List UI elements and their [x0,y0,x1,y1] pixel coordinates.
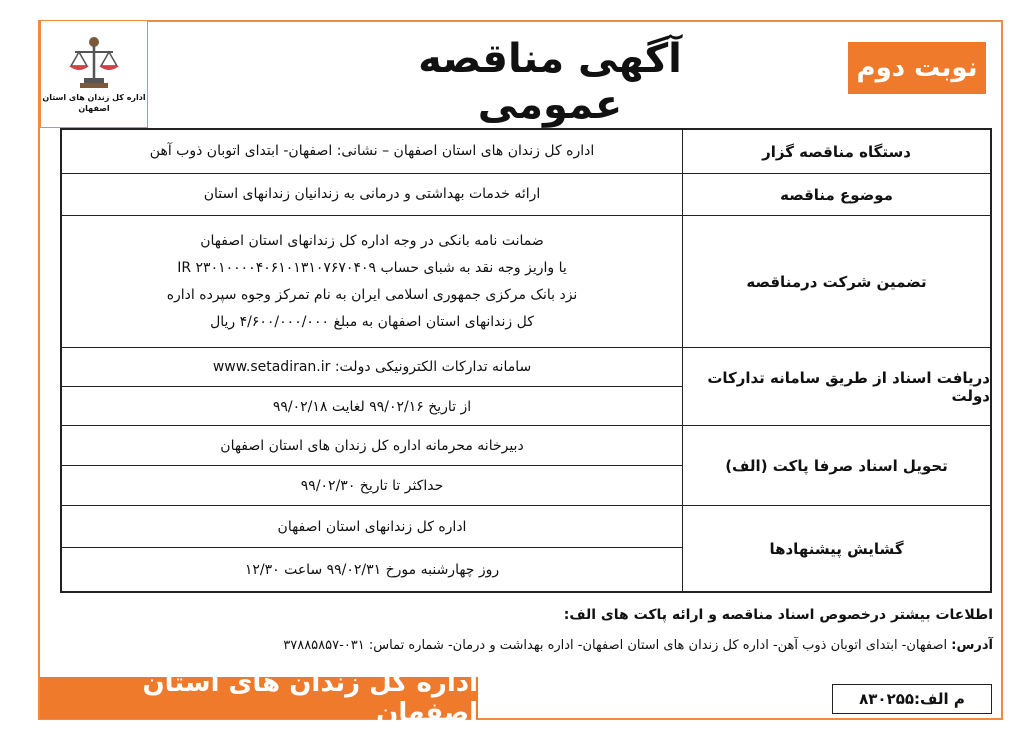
table-row [62,506,990,591]
scales-emblem-icon [67,34,121,92]
row-value: ارائه خدمات بهداشتی و درمانی به زندانیان زندانهای استان [203,186,541,202]
reference-number: م الف:۸۳۰۲۵۵ [832,684,992,714]
row-value-top: دبیرخانه محرمانه اداره کل زندان های استان اصفهان [62,426,682,466]
row-value-top: سامانه تدارکات الکترونیکی دولت: www.setadiran.ir [62,348,682,387]
logo-text: اداره کل زندان های استان اصفهان [42,93,146,113]
tender-table [60,128,992,593]
table-row [62,174,990,216]
round-badge: نوبت دوم [848,42,986,94]
guarantee-line: یا واریز وجه نقد به شبای حساب IR ۲۳۰۱۰۰۰۰۴۰۶۱۰۱۳۱۰۷۶۷۰۴۰۹ [177,259,567,276]
row-label: گشایش پیشنهادها [682,506,990,591]
row-label: موضوع مناقصه [682,174,990,215]
row-label: دستگاه مناقصه گزار [682,130,990,173]
row-value [62,216,682,347]
page-title: آگهی مناقصه عمومی [418,36,682,128]
row-label: تحویل اسناد صرفا پاکت (الف) [682,426,990,505]
row-value-bottom: روز چهارشنبه مورخ ۹۹/۰۲/۳۱ ساعت ۱۲/۳۰ [244,561,500,578]
table-row [62,348,990,426]
address-line [283,638,993,653]
table-row [62,426,990,506]
footer-org: اداره کل زندان های استان اصفهان [40,677,478,719]
table-row [62,216,990,348]
guarantee-line: نزد بانک مرکزی جمهوری اسلامی ایران به نام تمرکز وجوه سپرده اداره [166,286,578,303]
row-value-top: اداره کل زندانهای استان اصفهان [62,506,682,548]
row-label: دریافت اسناد از طریق سامانه تدارکات دولت [682,348,990,425]
row-value-bottom: از تاریخ ۹۹/۰۲/۱۶ لغایت ۹۹/۰۲/۱۸ [272,398,472,415]
guarantee-line: کل زندانهای استان اصفهان به مبلغ ۴/۶۰۰/۰۰۰/۰۰۰ ریال [210,313,534,330]
address-label: آدرس: [951,638,993,653]
guarantee-line: ضمانت نامه بانکی در وجه اداره کل زندانهای استان اصفهان [200,232,544,249]
logo [40,20,148,128]
row-label: تضمین شرکت درمناقصه [682,216,990,347]
address-text: اصفهان- ابتدای اتوبان ذوب آهن- اداره کل زندان های استان اصفهان- اداره بهداشت و درمان- شماره تماس: ۰۳۱-۳۷۸۸۵۸۵۷ [283,638,948,653]
info-heading: اطلاعات بیشتر درخصوص اسناد مناقصه و ارائه پاکت های الف: [563,607,993,623]
row-value-bottom: حداکثر تا تاریخ ۹۹/۰۲/۳۰ [300,478,444,494]
table-row [62,130,990,174]
row-value: اداره کل زندان های استان اصفهان – نشانی: اصفهان- ابتدای اتوبان ذوب آهن [149,143,595,159]
